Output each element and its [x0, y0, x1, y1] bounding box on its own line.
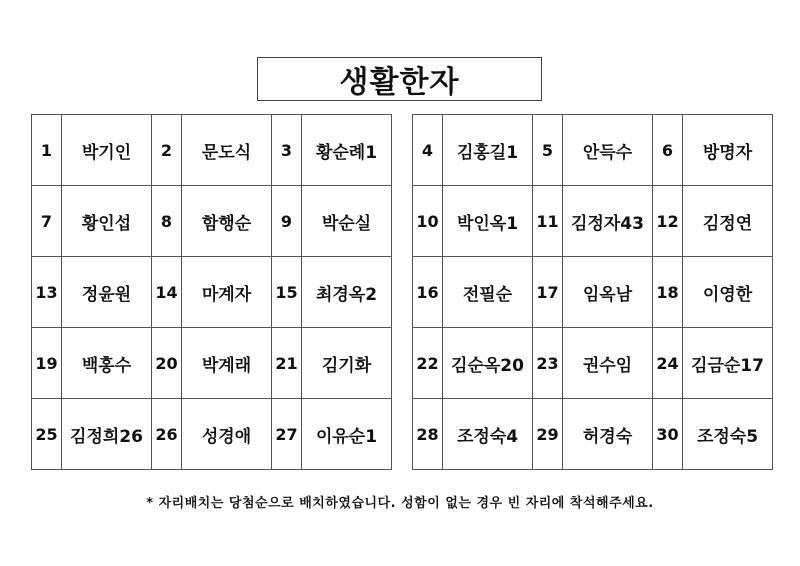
seat-row: [413, 115, 773, 186]
seat-name: 박순실: [302, 186, 392, 257]
seat-name: 김기화: [302, 328, 392, 399]
seat-number: 29: [533, 399, 563, 470]
seat-number: 11: [533, 186, 563, 257]
seat-row: [32, 186, 392, 257]
seat-number: 25: [32, 399, 62, 470]
seat-number: 4: [413, 115, 443, 186]
seat-name: 박계래: [182, 328, 272, 399]
seat-number: 18: [653, 257, 683, 328]
seat-row: [413, 328, 773, 399]
seat-row: [413, 257, 773, 328]
seat-number: 20: [152, 328, 182, 399]
seat-name: 김순옥20: [443, 328, 533, 399]
seat-name: 김금순17: [683, 328, 773, 399]
seat-name: 김정연: [683, 186, 773, 257]
seat-name: 백홍수: [62, 328, 152, 399]
seat-name: 전필순: [443, 257, 533, 328]
seat-name: 마계자: [182, 257, 272, 328]
seating-table-right: [412, 114, 773, 470]
seat-name: 김홍길1: [443, 115, 533, 186]
seat-number: 21: [272, 328, 302, 399]
seating-table-left: [31, 114, 392, 470]
seat-number: 16: [413, 257, 443, 328]
seat-number: 24: [653, 328, 683, 399]
seat-number: 26: [152, 399, 182, 470]
seat-number: 1: [32, 115, 62, 186]
seat-number: 6: [653, 115, 683, 186]
seat-number: 9: [272, 186, 302, 257]
seat-name: 방명자: [683, 115, 773, 186]
seat-name: 권수임: [563, 328, 653, 399]
seat-number: 19: [32, 328, 62, 399]
seat-name: 이영한: [683, 257, 773, 328]
seat-number: 14: [152, 257, 182, 328]
seat-name: 함행순: [182, 186, 272, 257]
seat-row: [32, 328, 392, 399]
seat-name: 김정자43: [563, 186, 653, 257]
seat-number: 27: [272, 399, 302, 470]
seat-row: [32, 115, 392, 186]
seat-number: 8: [152, 186, 182, 257]
seat-number: 22: [413, 328, 443, 399]
seat-name: 정윤원: [62, 257, 152, 328]
seat-number: 17: [533, 257, 563, 328]
seat-name: 박인옥1: [443, 186, 533, 257]
seat-number: 23: [533, 328, 563, 399]
seating-note: * 자리배치는 당첨순으로 배치하였습니다. 성함이 없는 경우 빈 자리에 착석해주세요.: [146, 496, 654, 511]
seat-row: [32, 399, 392, 470]
seat-row: [413, 186, 773, 257]
seat-name: 임옥남: [563, 257, 653, 328]
seat-name: 황인섭: [62, 186, 152, 257]
seat-number: 2: [152, 115, 182, 186]
seat-name: 안득수: [563, 115, 653, 186]
seat-number: 3: [272, 115, 302, 186]
seat-name: 조정숙4: [443, 399, 533, 470]
seat-name: 황순례1: [302, 115, 392, 186]
seat-row: [32, 257, 392, 328]
seat-number: 30: [653, 399, 683, 470]
seat-name: 박기인: [62, 115, 152, 186]
seat-number: 13: [32, 257, 62, 328]
seat-name: 문도식: [182, 115, 272, 186]
seat-number: 7: [32, 186, 62, 257]
seat-row: [413, 399, 773, 470]
seat-number: 15: [272, 257, 302, 328]
seat-number: 10: [413, 186, 443, 257]
seat-name: 허경숙: [563, 399, 653, 470]
seat-number: 28: [413, 399, 443, 470]
page-title: 생활한자: [257, 57, 542, 101]
seat-name: 조정숙5: [683, 399, 773, 470]
seat-name: 성경애: [182, 399, 272, 470]
seat-name: 김정희26: [62, 399, 152, 470]
seat-name: 최경옥2: [302, 257, 392, 328]
seat-number: 5: [533, 115, 563, 186]
seat-number: 12: [653, 186, 683, 257]
seat-name: 이유순1: [302, 399, 392, 470]
